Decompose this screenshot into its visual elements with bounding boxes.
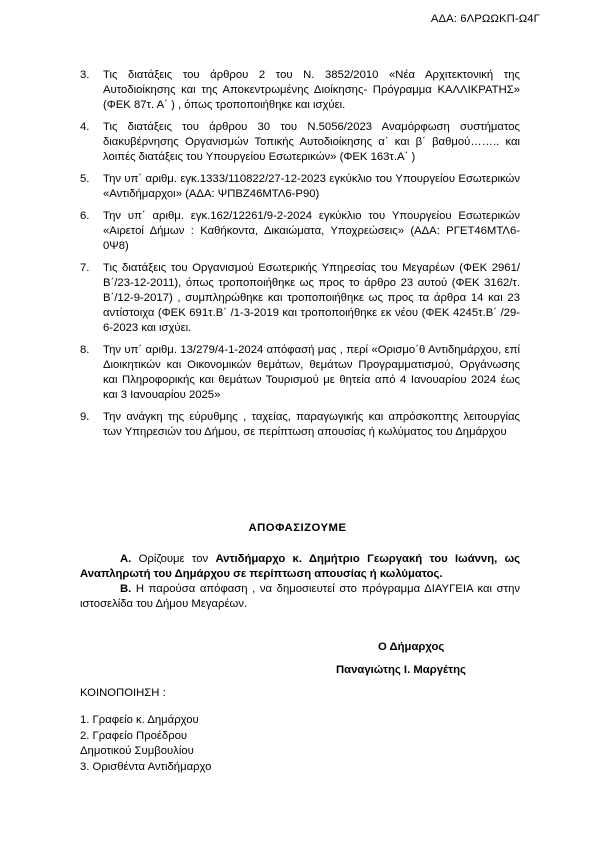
decision-a <box>80 552 520 582</box>
decision-b-label: Β. <box>120 583 132 595</box>
list-item <box>80 209 520 254</box>
item-text: Την ανάγκη της εύρυθμης , ταχείας, παραγωγικής και απρόσκοπτης λειτουργίας των Υπηρεσιών του Δήμου, σε περίπτωση απουσίας ή κωλύματος του Δημάρχου <box>103 411 520 438</box>
list-item <box>80 261 520 336</box>
item-text: Τις διατάξεις του άρθρου 2 του Ν. 3852/2010 «Νέα Αρχιτεκτονική της Αυτοδιοίκησης και της Αποκεντρωμένης Διοίκησης- Πρόγραμμα ΚΑΛΛΙΚΡΑΤΗΣ» (ΦΕΚ 87τ. Α΄ ) , όπως τροποποιήθηκε και ισχύει. <box>103 69 520 111</box>
list-item: Δημοτικού Συμβουλίου <box>80 745 194 757</box>
list-item <box>80 120 520 165</box>
item-number: 6. <box>80 210 90 222</box>
decision-a-bold: Αντιδήμαρχο κ. Δημήτριο Γεωργακή του Ιωάννη, ως Αναπληρωτή του Δημάρχου σε περίπτωση απουσίας ή κωλύματος. <box>80 553 520 580</box>
item-number: 8. <box>80 344 90 356</box>
item-text: Την υπ΄ αριθμ. εγκ.162/12261/9-2-2024 εγκύκλιο του Υπουργείου Εσωτερικών «Αιρετοί Δήμων : Καθήκοντα, Δικαιώματα, Υποχρεώσεις» (ΑΔΑ: ΡΓΕΤ46ΜΤΛ6-0Ψ8) <box>103 210 520 252</box>
item-number: 7. <box>80 262 90 274</box>
considerations-list <box>80 68 520 440</box>
item-text: Τις διατάξεις του άρθρου 30 του Ν.5056/2023 Αναμόρφωση συστήματος διακυβέρνησης Οργανισμών Τοπικής Αυτοδιοίκησης α΄ και β΄ βαθμού…….. και λοιπές διατάξεις του Υπουργείου Εσωτερικών» (ΦΕΚ 163τ.Α΄ ) <box>103 121 520 163</box>
list-item: 1. Γραφείο κ. Δημάρχου <box>80 714 199 726</box>
decision-b-text: Η παρούσα απόφαση , να δημοσιευτεί στο πρόγραμμα ΔΙΑΥΓΕΙΑ και στην ιστοσελίδα του Δήμου Μεγαρέων. <box>80 583 520 610</box>
decision-a-label: Α. <box>120 553 132 565</box>
list-item: 2. Γραφείο Προέδρου <box>80 729 188 742</box>
decision-b <box>80 582 520 612</box>
notification-list <box>80 713 211 775</box>
signature-role: Ο Δήμαρχος <box>378 641 445 653</box>
ada-code: ΑΔΑ: 6ΛΡΩΩΚΠ-Ω4Γ <box>430 13 540 25</box>
item-text: Την υπ΄ αριθμ. 13/279/4-1-2024 απόφασή μας , περί «Ορισμο΄θ Αντιδημάρχου, επί Διοικητικών και Οικονομικών θεμάτων, θεμάτων Προγραμματισμού, Οργάνωσης και Πληροφορικής και θεμάτων Τουρισμού με θητεία από 4 Ιανουαρίου 2024 έως και 3 Ιανουαρίου 2025» <box>103 344 520 401</box>
item-text: Τις διατάξεις του Οργανισμού Εσωτερικής Υπηρεσίας του Μεγαρέων (ΦΕΚ 2961/Β΄/23-12-2011), όπως τροποποιήθηκε ως προς το άρθρο 23 αυτού (ΦΕΚ 3162/τ. Β΄/12-9-2017) , συμπληρώθηκε και τροποποιήθηκε ως προς τα άρθρα 14 και 23 αντίστοιχα (ΦΕΚ 691τ.Β΄ /1-3-2019 και τροποποιήθηκε εκ νέου (ΦΕΚ 4245τ.Β΄ /29-6-2023 και ισχύει. <box>103 262 520 334</box>
list-item <box>80 410 520 440</box>
list-item: 3. Ορισθέντα Αντιδήμαρχο <box>80 760 212 773</box>
decision-body <box>80 552 520 612</box>
list-item <box>80 68 520 113</box>
signature-name: Παναγιώτης Ι. Μαργέτης <box>336 664 466 676</box>
list-item <box>80 172 520 202</box>
notification-title: ΚΟΙΝΟΠΟΙΗΣΗ : <box>80 687 166 699</box>
item-number: 3. <box>80 69 90 81</box>
item-number: 5. <box>80 173 90 185</box>
decision-title: ΑΠΟΦΑΣΙΖΟΥΜΕ <box>248 522 347 534</box>
item-number: 9. <box>80 411 90 423</box>
decision-a-pre: Ορίζουμε τον <box>131 553 216 565</box>
list-item <box>80 343 520 403</box>
item-number: 4. <box>80 121 90 133</box>
item-text: Την υπ΄ αριθμ. εγκ.1333/110822/27-12-2023 εγκύκλιο του Υπουργείου Εσωτερικών «Αντιδήμαρχοι» (ΑΔΑ: ΨΠΒΖ46ΜΤΛ6-Ρ90) <box>103 173 520 200</box>
